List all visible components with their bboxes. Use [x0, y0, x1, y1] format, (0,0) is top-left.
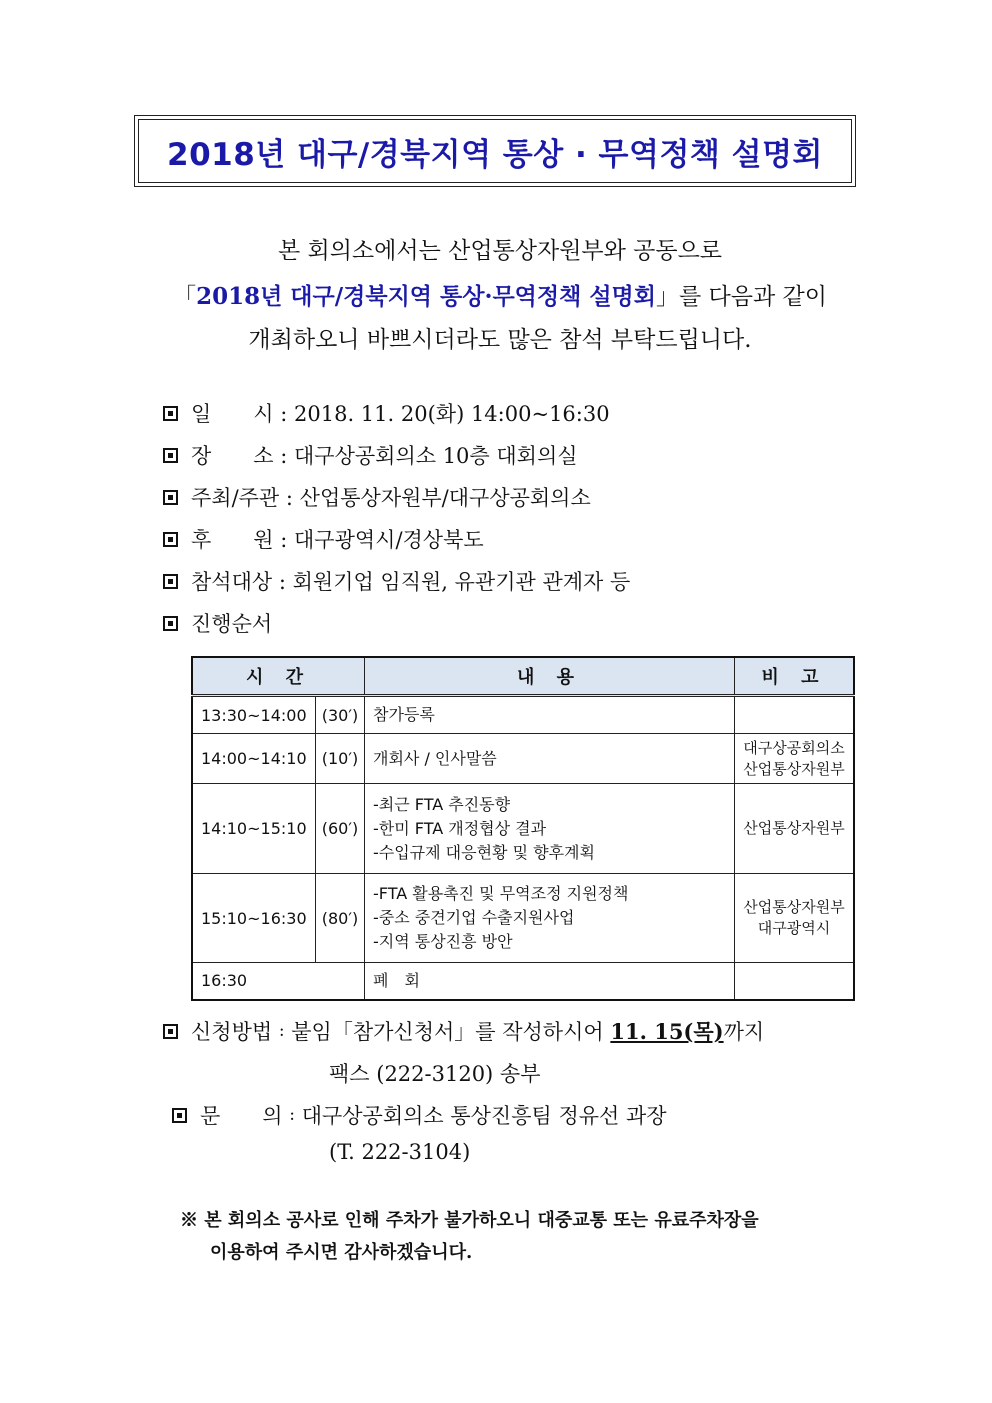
square-bullet-icon — [163, 532, 178, 547]
info-value: : 산업통상자원부/대구상공회의소 — [285, 486, 591, 510]
table-row — [192, 696, 854, 734]
square-bullet-icon — [163, 490, 178, 505]
note-line: 대구상공회의소 — [743, 738, 845, 757]
notice-line-1: ※ 본 회의소 공사로 인해 주차가 불가하오니 대중교통 또는 유료주차장을 — [180, 1210, 759, 1231]
table-row — [192, 784, 854, 874]
row-note — [735, 734, 855, 784]
square-bullet-icon — [163, 448, 178, 463]
info-label: 장 소 — [191, 444, 274, 468]
content-line: -수입규제 대응현황 및 향후계획 — [373, 842, 595, 862]
content-line: 개회사 / 인사말씀 — [373, 748, 497, 768]
application-text: 붙임「참가신청서」를 작성하시어 — [291, 1020, 604, 1044]
note-line: 대구광역시 — [757, 919, 831, 937]
note-line: 산업통상자원부 — [743, 759, 845, 778]
row-time: 14:00~14:10 — [192, 734, 316, 784]
row-duration: (30′) — [316, 696, 365, 734]
row-content — [365, 696, 735, 734]
intro-line-3: 개최하오니 바쁘시더라도 많은 참석 부탁드립니다. — [248, 327, 752, 353]
header-time: 시 간 — [192, 657, 365, 696]
note-line: 산업통상자원부 — [743, 898, 845, 916]
contact-info — [172, 1100, 667, 1130]
info-label: 주최/주관 — [191, 486, 280, 510]
info-label: 일 시 — [191, 402, 274, 426]
row-note — [735, 963, 855, 1000]
application-text-after: 까지 — [723, 1020, 765, 1044]
application-fax: 팩스 (222-3120) 송부 — [329, 1062, 541, 1086]
info-label: 진행순서 — [191, 612, 273, 636]
square-bullet-icon — [163, 406, 178, 421]
row-content — [365, 734, 735, 784]
info-colon: : — [289, 1105, 295, 1125]
info-item-host — [163, 482, 591, 512]
info-value: : 회원기업 임직원, 유관기관 관계자 등 — [278, 570, 631, 594]
info-label: 신청방법 — [191, 1020, 273, 1044]
content-line: -FTA 활용촉진 및 무역조정 지원정책 — [373, 884, 629, 903]
row-content — [365, 963, 735, 1000]
info-colon: : — [278, 1021, 285, 1041]
info-label: 후 원 — [191, 528, 274, 552]
table-row — [192, 963, 854, 1000]
square-bullet-icon — [163, 1024, 178, 1039]
table-header-row — [192, 657, 854, 696]
note-line: 산업통상자원부 — [743, 819, 845, 837]
content-line: 참가등록 — [373, 705, 435, 724]
page-title: 2018년 대구/경북지역 통상 · 무역정책 설명회 — [167, 136, 823, 173]
row-time: 13:30~14:00 — [192, 696, 316, 734]
square-bullet-icon — [172, 1108, 187, 1123]
row-duration: (60′) — [316, 784, 365, 874]
table-row — [192, 734, 854, 784]
parking-notice — [180, 1205, 759, 1269]
title-box — [134, 115, 856, 187]
info-item-venue — [163, 440, 578, 470]
application-method — [163, 1016, 764, 1046]
info-item-attendees — [163, 566, 630, 596]
intro-line-2-rest: 」를 다음과 같이 — [656, 284, 827, 310]
content-line: -중소 중견기업 수출지원사업 — [373, 908, 575, 927]
info-item-datetime — [163, 398, 610, 428]
contact-phone: (T. 222-3104) — [329, 1140, 471, 1164]
row-note — [735, 696, 855, 734]
row-note — [735, 784, 855, 874]
application-deadline: 11. 15(목) — [610, 1019, 724, 1044]
schedule-table — [191, 656, 855, 1001]
intro-line-1: 본 회의소에서는 산업통상자원부와 공동으로 — [277, 238, 723, 264]
row-content — [365, 874, 735, 963]
table-row — [192, 874, 854, 963]
info-label: 문 의 — [200, 1104, 283, 1128]
content-line: 폐 회 — [373, 970, 420, 990]
info-value: : 2018. 11. 20(화) 14:00~16:30 — [280, 402, 610, 426]
info-item-sponsor — [163, 524, 484, 554]
row-time: 16:30 — [192, 963, 365, 1000]
info-value: : 대구광역시/경상북도 — [280, 528, 484, 552]
info-item-program — [163, 608, 272, 638]
event-name-highlight: 2018년 대구/경북지역 통상·무역정책 설명회 — [196, 283, 656, 310]
intro-line-2 — [100, 278, 900, 311]
header-note: 비 고 — [735, 657, 855, 696]
square-bullet-icon — [163, 574, 178, 589]
row-content — [365, 784, 735, 874]
content-line: -최근 FTA 추진동향 — [373, 794, 511, 814]
info-value: : 대구상공회의소 10층 대회의실 — [280, 444, 578, 468]
row-time: 14:10~15:10 — [192, 784, 316, 874]
bracket-open: 「 — [173, 284, 197, 310]
square-bullet-icon — [163, 616, 178, 631]
contact-text: 대구상공회의소 통상진흥팀 정유선 과장 — [301, 1104, 667, 1128]
content-line: -지역 통상진흥 방안 — [373, 932, 513, 951]
notice-line-2: 이용하여 주시면 감사하겠습니다. — [210, 1242, 473, 1263]
row-duration: (10′) — [316, 734, 365, 784]
info-label: 참석대상 — [191, 570, 273, 594]
row-duration: (80′) — [316, 874, 365, 963]
content-line: -한미 FTA 개정협상 결과 — [373, 818, 547, 838]
title-inner-frame — [138, 119, 852, 183]
row-time: 15:10~16:30 — [192, 874, 316, 963]
row-note — [735, 874, 855, 963]
header-content: 내 용 — [365, 657, 735, 696]
